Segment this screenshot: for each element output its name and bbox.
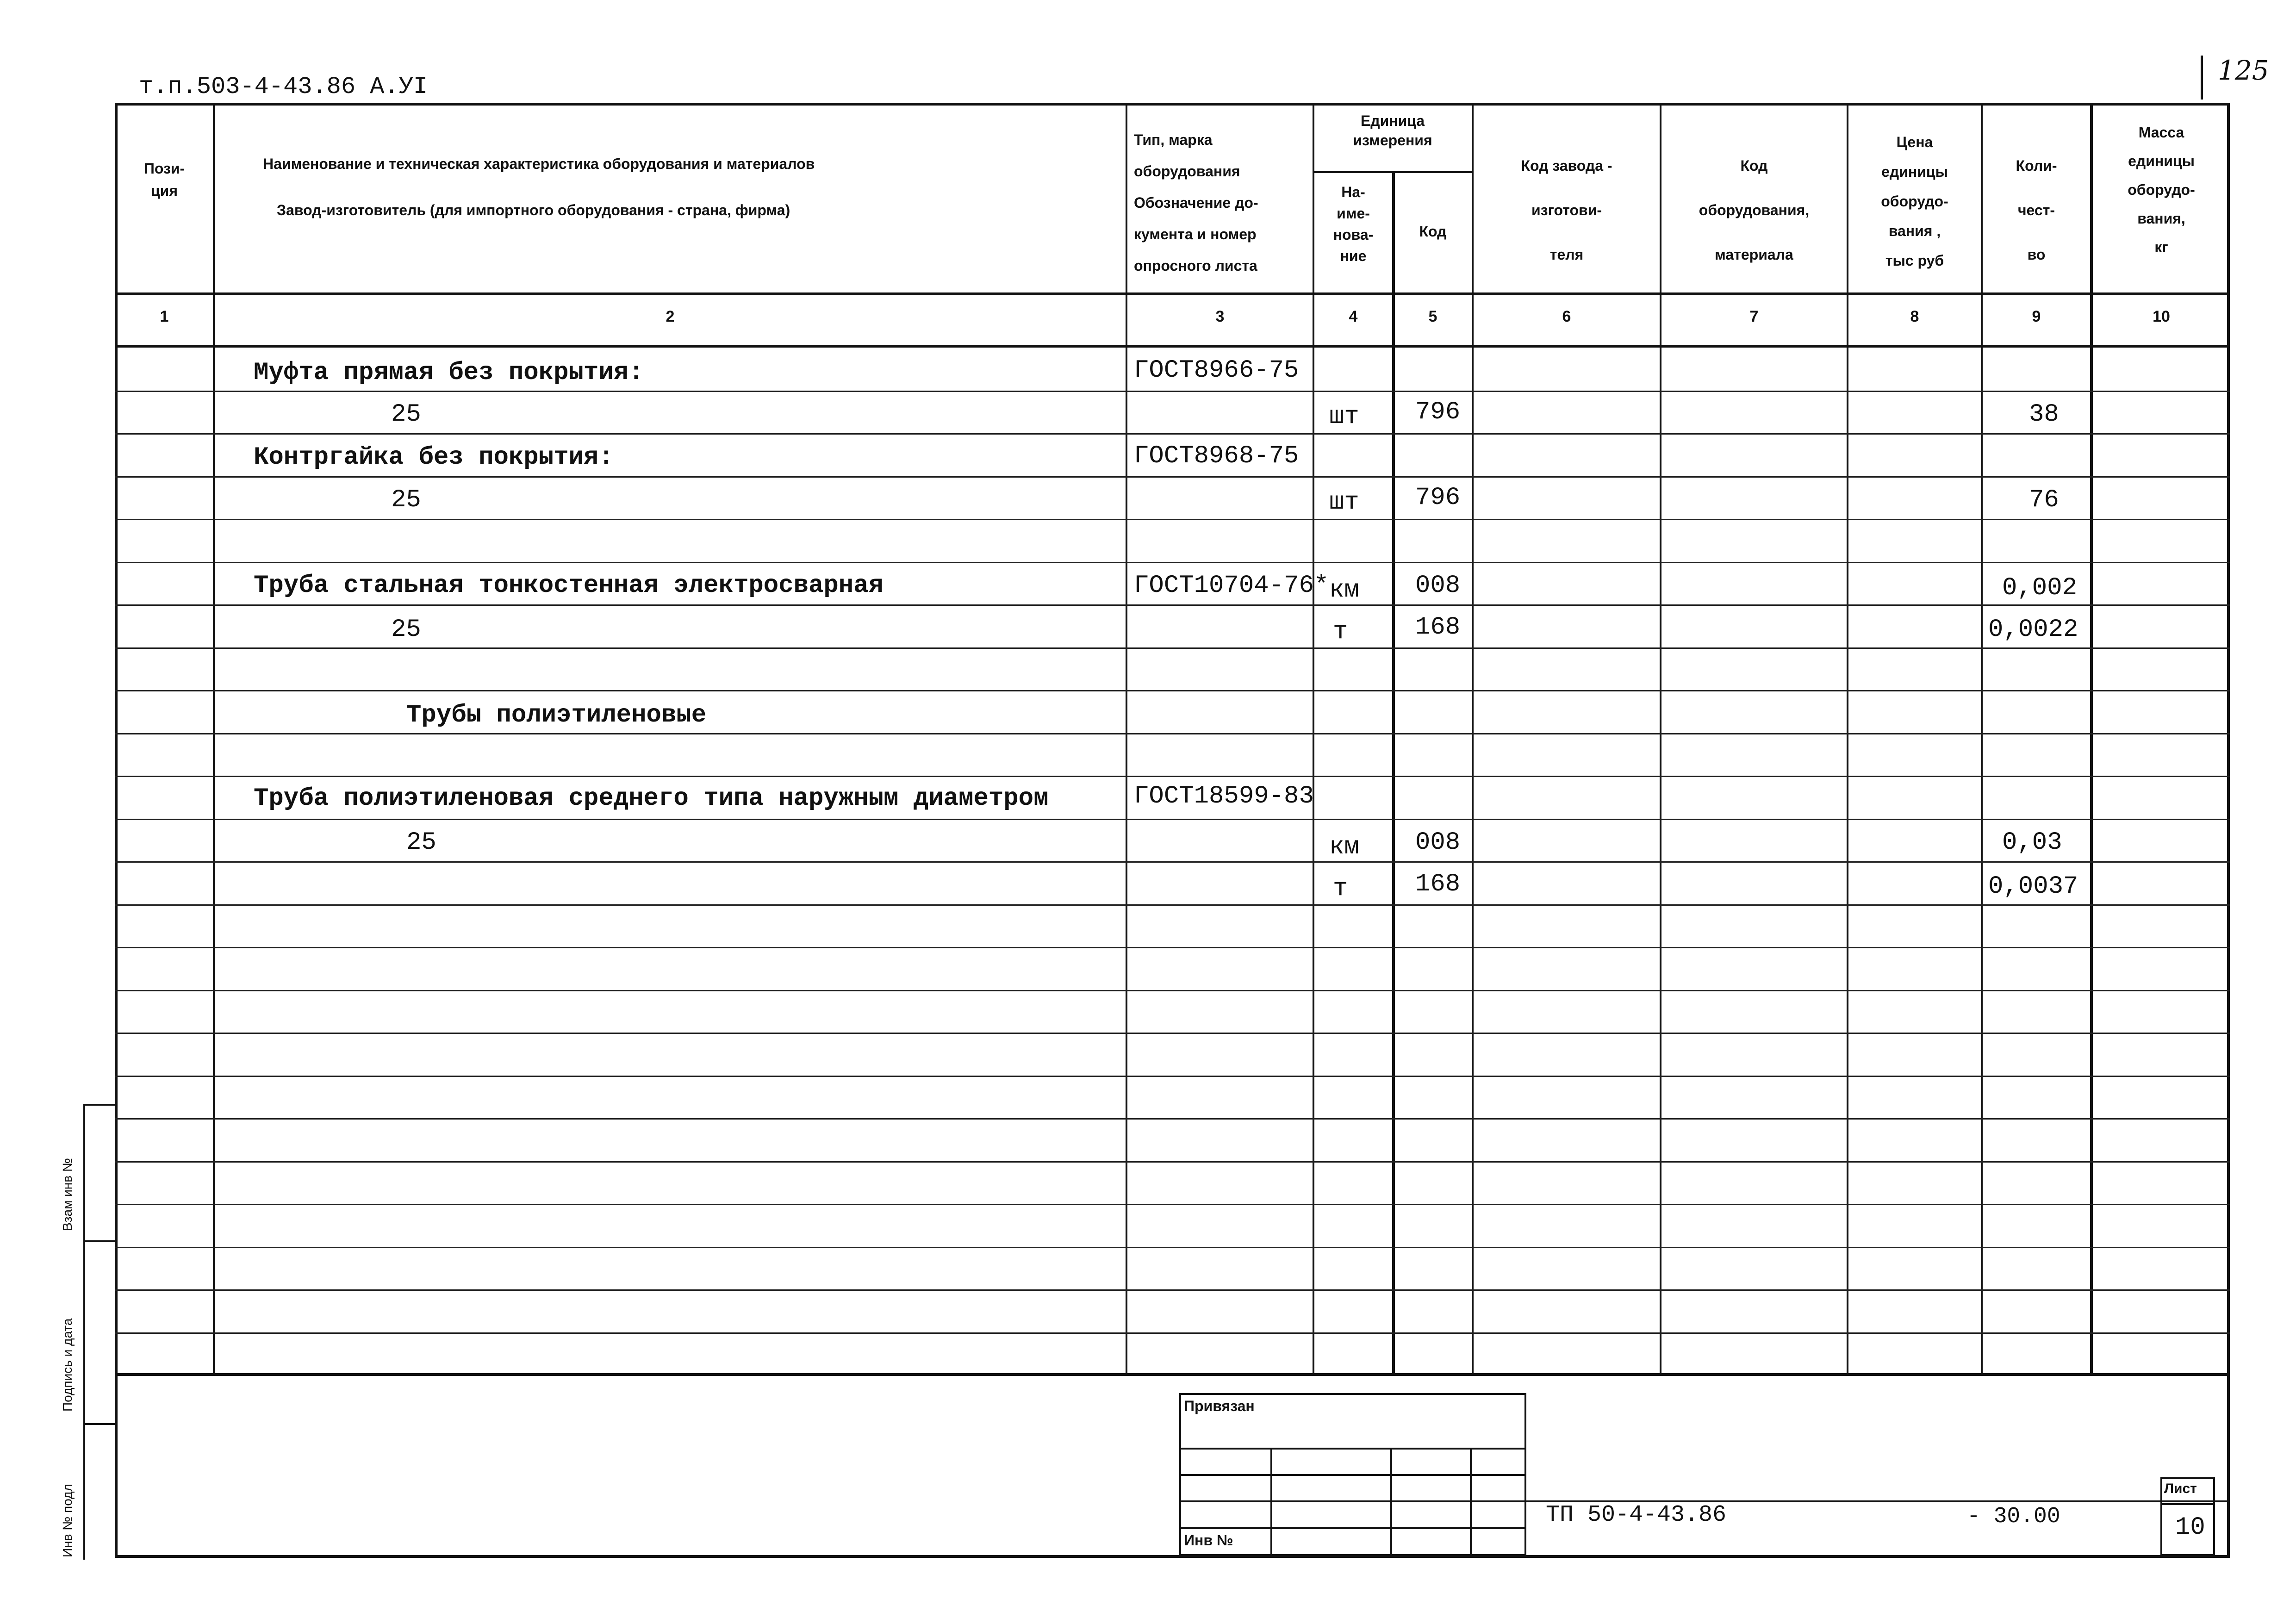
header-quantity: Коли- чест- во xyxy=(2016,157,2057,263)
table-cell-name: 25 xyxy=(391,400,421,429)
stamp-line xyxy=(1179,1527,1526,1529)
side-label-signature: Подпись и дата xyxy=(60,1318,75,1412)
stamp-line xyxy=(1179,1448,1526,1450)
colnum-3: 3 xyxy=(1215,308,1225,325)
table-cell-qty: 0,002 xyxy=(2002,574,2078,602)
stamp-line xyxy=(1179,1474,1526,1476)
header-unit-name: На- име- нова- ние xyxy=(1333,184,1374,264)
side-label-inv: Инв № подл xyxy=(60,1484,75,1557)
col-divider-4 xyxy=(1392,171,1395,1373)
header-position: Пози- ция xyxy=(143,160,185,199)
header-name-line2: Завод-изготовитель (для импортного оборудования - страна, фирма) xyxy=(277,202,790,218)
table-cell-name: 25 xyxy=(391,486,421,514)
colnum-6: 6 xyxy=(1562,308,1571,325)
colnum-2: 2 xyxy=(666,308,675,325)
table-cell-qty: 76 xyxy=(2029,486,2059,514)
stamp-divider xyxy=(1270,1448,1272,1556)
table-row xyxy=(115,1033,2230,1034)
table-row xyxy=(115,1247,2230,1248)
table-row xyxy=(115,947,2230,948)
table-row xyxy=(115,1289,2230,1291)
table-cell-doc: ГОСТ10704-76* xyxy=(1134,572,1329,600)
table-row xyxy=(115,1332,2230,1334)
table-row xyxy=(115,733,2230,734)
stamp-privyazan: Привязан xyxy=(1184,1398,1255,1414)
table-row xyxy=(115,1076,2230,1077)
table-row xyxy=(115,776,2230,777)
table-row xyxy=(115,990,2230,991)
sheet-value: 10 xyxy=(2175,1513,2205,1542)
document-code: т.п.503-4-43.86 А.УI xyxy=(139,73,428,100)
table-row xyxy=(115,904,2230,906)
sheet-line xyxy=(2160,1503,2215,1505)
table-cell-code: 796 xyxy=(1415,484,1461,512)
stamp-divider xyxy=(1390,1448,1392,1556)
table-row xyxy=(115,391,2230,392)
table-cell-code: 168 xyxy=(1415,870,1461,898)
table-row xyxy=(115,647,2230,649)
header-unit-code: Код xyxy=(1419,223,1447,240)
table-cell-unit: км xyxy=(1329,833,1359,861)
table-cell-code: 008 xyxy=(1415,828,1461,857)
sheet-label: Лист xyxy=(2164,1481,2197,1496)
table-cell-name: Труба стальная тонкостенная электросварная xyxy=(254,572,884,600)
colnum-bottom-line xyxy=(115,345,2230,348)
header-mass: Масса единицы оборудо- вания, кг xyxy=(2128,124,2195,255)
table-row xyxy=(115,819,2230,820)
table-cell-unit: км xyxy=(1329,576,1359,604)
stamp-suffix: - 30.00 xyxy=(1967,1504,2060,1529)
table-cell-doc: ГОСТ8966-75 xyxy=(1134,356,1299,385)
header-bottom-line xyxy=(115,292,2230,295)
table-cell-doc: ГОСТ8968-75 xyxy=(1134,442,1299,470)
header-price: Цена единицы оборудо- вания , тыс руб xyxy=(1881,134,1948,269)
table-row xyxy=(115,476,2230,478)
table-cell-section: Трубы полиэтиленовые xyxy=(406,701,707,729)
stamp-line xyxy=(1179,1500,1526,1502)
side-line xyxy=(83,1104,116,1106)
unit-subheader-line xyxy=(1313,171,1472,173)
side-strip xyxy=(83,1104,116,1560)
stamp-divider xyxy=(1470,1448,1472,1556)
table-row xyxy=(115,861,2230,863)
table-cell-unit: т xyxy=(1333,618,1348,646)
table-cell-doc: ГОСТ18599-83 xyxy=(1134,782,1314,810)
table-row xyxy=(115,604,2230,606)
table-cell-qty: 0,0037 xyxy=(1988,872,2078,901)
colnum-8: 8 xyxy=(1910,308,1919,325)
page-number-handwritten: 125 xyxy=(2218,55,2269,86)
table-row xyxy=(115,1161,2230,1163)
colnum-10: 10 xyxy=(2153,308,2170,325)
table-cell-code: 796 xyxy=(1415,398,1461,426)
colnum-4: 4 xyxy=(1349,308,1358,325)
colnum-9: 9 xyxy=(2032,308,2041,325)
table-cell-name: Контргайка без покрытия: xyxy=(254,443,614,472)
table-cell-code: 168 xyxy=(1415,613,1461,641)
table-cell-unit: т xyxy=(1333,875,1348,903)
table-row xyxy=(115,1204,2230,1205)
header-factory-code: Код завода - изготови- теля xyxy=(1521,157,1612,263)
stamp-inv-no: Инв № xyxy=(1184,1532,1233,1549)
side-label-replacement: Взам инв № xyxy=(60,1158,75,1231)
colnum-1: 1 xyxy=(160,308,169,325)
table-cell-name: Муфта прямая без покрытия: xyxy=(254,359,644,387)
corner-divider xyxy=(2201,56,2203,100)
colnum-7: 7 xyxy=(1749,308,1759,325)
stamp-doc-number: ТП 50-4-43.86 xyxy=(1546,1502,1727,1528)
header-equipment-code: Код оборудования, материала xyxy=(1699,157,1810,263)
table-cell-code: 008 xyxy=(1415,572,1461,600)
table-cell-name: 25 xyxy=(391,616,421,644)
stamp-frame xyxy=(115,1373,2230,1558)
header-type: Тип, марка оборудования Обозначение до- кумента и номер опросного листа xyxy=(1134,131,1258,274)
table-cell-unit: шт xyxy=(1329,403,1359,431)
header-unit-group: Единица измерения xyxy=(1353,112,1432,149)
table-cell-unit: шт xyxy=(1329,488,1359,516)
table-cell-qty: 38 xyxy=(2029,400,2059,429)
table-cell-qty: 0,0022 xyxy=(1988,616,2078,644)
table-row xyxy=(115,690,2230,691)
table-cell-name: 25 xyxy=(406,828,436,857)
header-name-line1: Наименование и техническая характеристика оборудования и материалов xyxy=(263,156,815,172)
side-line xyxy=(83,1423,116,1425)
table-row xyxy=(115,1118,2230,1120)
table-cell-name: Труба полиэтиленовая среднего типа наружным диаметром xyxy=(254,784,1049,813)
side-line xyxy=(83,1240,116,1242)
table-row xyxy=(115,433,2230,435)
table-row xyxy=(115,562,2230,563)
table-row xyxy=(115,519,2230,520)
table-cell-qty: 0,03 xyxy=(2002,828,2062,857)
colnum-5: 5 xyxy=(1428,308,1437,325)
